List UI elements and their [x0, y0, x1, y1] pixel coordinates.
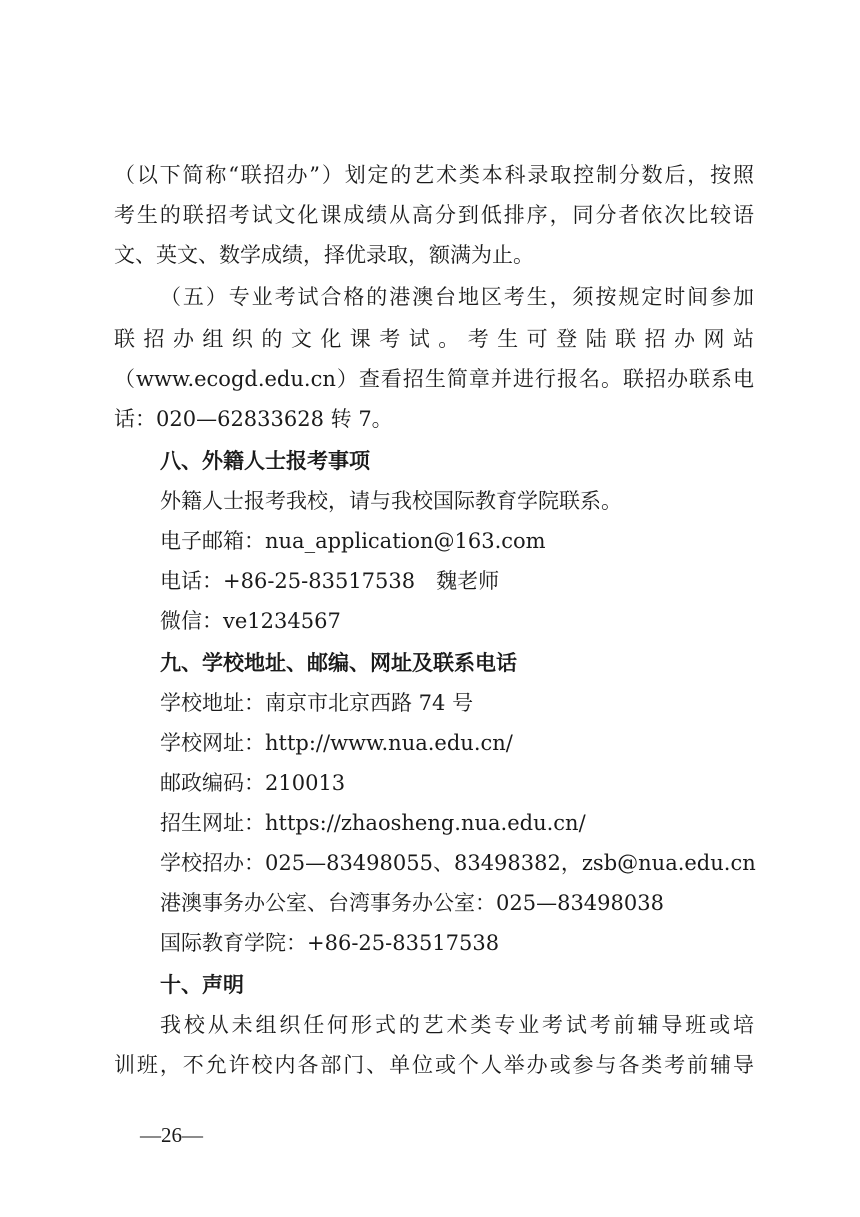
school-address: 学校地址：南京市北京西路 74 号 — [160, 691, 474, 715]
paragraph-line: （以下简称“联招办”）划定的艺术类本科录取控制分数后，按照 — [114, 163, 754, 187]
paragraph-line: （www.ecogd.edu.cn）查看招生简章并进行报名。联招办联系电 — [114, 367, 754, 391]
section-heading: 九、学校地址、邮编、网址及联系电话 — [160, 651, 517, 675]
postcode: 邮政编码：210013 — [160, 771, 346, 795]
paragraph-line: 训班，不允许校内各部门、单位或个人举办或参与各类考前辅导 — [114, 1053, 754, 1077]
admissions-website: 招生网址：https://zhaosheng.nua.edu.cn/ — [160, 811, 586, 835]
international-school-contact: 国际教育学院：+86-25-83517538 — [160, 931, 500, 955]
school-website: 学校网址：http://www.nua.edu.cn/ — [160, 731, 513, 755]
paragraph-line: 考生的联招考试文化课成绩从高分到低排序，同分者依次比较语 — [114, 203, 754, 227]
section-heading: 十、声明 — [160, 973, 244, 997]
section-text: 外籍人士报考我校，请与我校国际教育学院联系。 — [160, 489, 622, 513]
hk-macau-taiwan-office-contact: 港澳事务办公室、台湾事务办公室：025—83498038 — [160, 891, 664, 915]
paragraph-line: 文、英文、数学成绩，择优录取，额满为止。 — [114, 243, 534, 267]
paragraph-line: 我校从未组织任何形式的艺术类专业考试考前辅导班或培 — [160, 1013, 754, 1037]
paragraph-line: （五）专业考试合格的港澳台地区考生，须按规定时间参加 — [160, 285, 754, 309]
contact-wechat: 微信：ve1234567 — [160, 609, 341, 633]
admissions-office-contact: 学校招办：025—83498055、83498382，zsb@nua.edu.cn — [160, 851, 756, 875]
contact-phone: 电话：+86-25-83517538 魏老师 — [160, 569, 500, 593]
contact-email: 电子邮箱：nua_application@163.com — [160, 529, 546, 553]
paragraph-line: 联 招 办 组 织 的 文 化 课 考 试 。 考 生 可 登 陆 联 招 办 网 站 — [114, 327, 754, 351]
page-number: —26— — [140, 1123, 203, 1147]
paragraph-line: 话：020—62833628 转 7。 — [114, 407, 393, 431]
section-heading: 八、外籍人士报考事项 — [160, 449, 370, 473]
